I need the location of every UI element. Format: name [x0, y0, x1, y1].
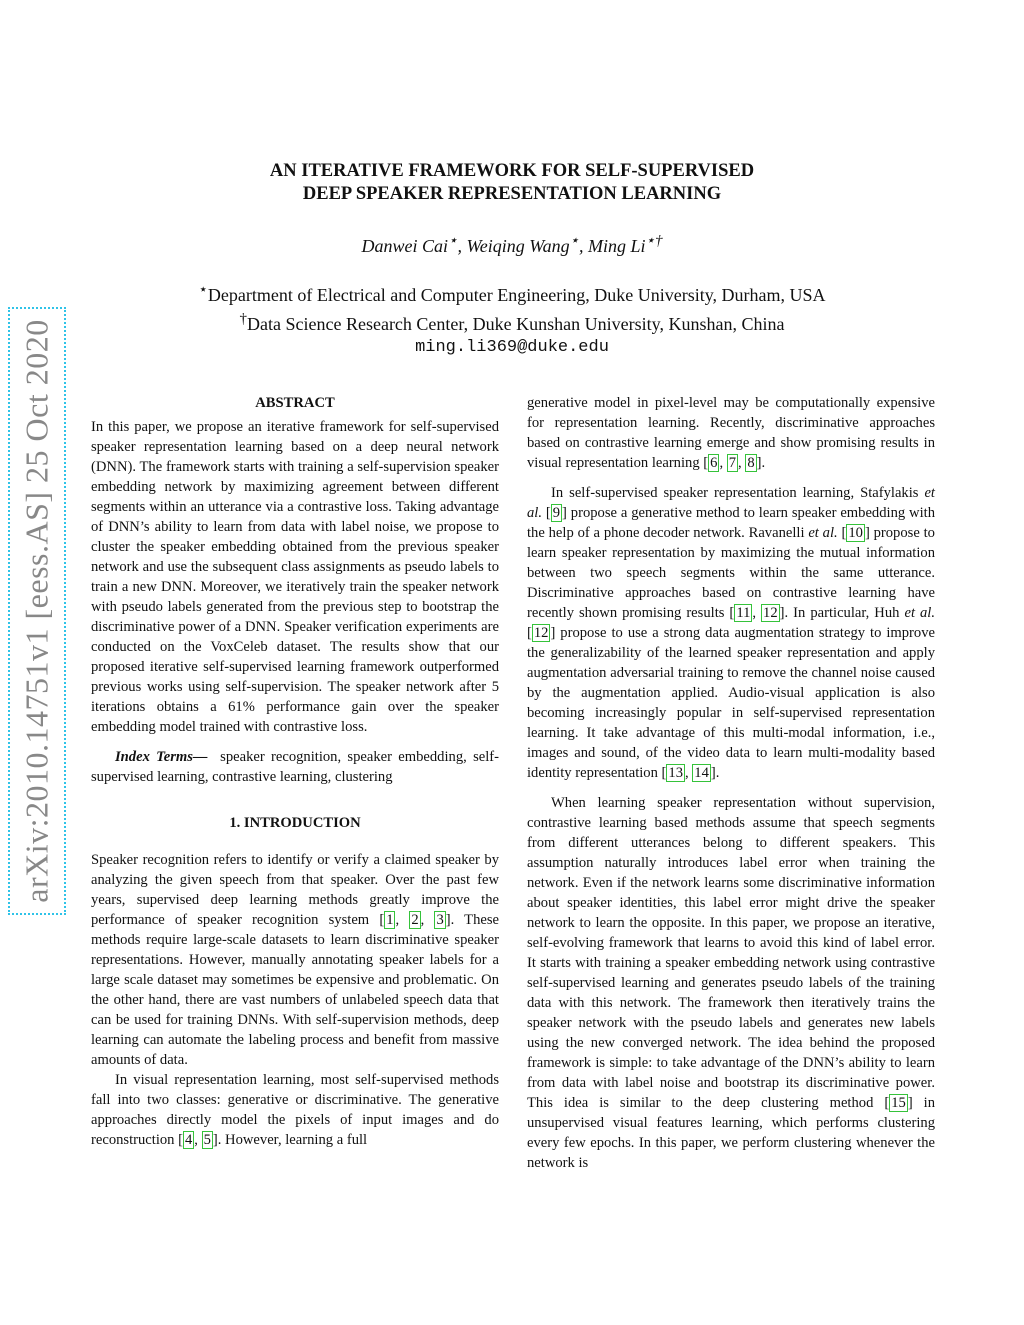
author-2: Weiqing Wang — [466, 236, 570, 256]
affil-mark: † — [654, 233, 663, 249]
title-line-2: DEEP SPEAKER REPRESENTATION LEARNING — [302, 184, 722, 204]
citation-link[interactable]: 11 — [736, 605, 751, 621]
citation-link[interactable]: 15 — [891, 1095, 906, 1111]
affil-mark: ⋆ — [569, 233, 580, 249]
text-span: [ — [527, 625, 532, 641]
text-span: ]. These methods require large-scale datasets to learn discriminative speaker representations. However, manually annotating speaker labels for a large scale dataset may sometimes be expensive and problematic. On the other hand, there are vast numbers of unlabeled speech data that can be used for training DNNs. With self-supervision methods, deep learning can automate the labeling process and benefit from massive amounts of data. — [91, 912, 499, 1068]
author-separator: , — [457, 236, 467, 256]
ref-separator: , — [738, 455, 746, 471]
text-span: [ — [542, 505, 551, 521]
et-al: et al. — [904, 605, 936, 621]
left-column — [91, 393, 499, 1150]
index-terms — [91, 747, 499, 787]
text-span: When learning speaker representation without supervision, contrastive learning based methods assume that speech segments from different utterances belong to different speakers. This assumption naturally introduces label error when training the network. Even if the network learns some discriminative information about speaker identities, this label error might drive the speaker network to learn the opposite. In this paper, we propose an iterative, self-evolving framework that learns to avoid this kind of label error. It starts with training a speaker embedding network using contrastive self-supervised learning and generates pseudo labels of the training data with this network. The framework then iteratively trains the speaker network with the pseudo labels and generates new labels using the new converged network. The idea behind the proposed framework is simple: to take advantage of the DNN’s ability to learn from data with label noise and bootstrap its discriminative power. This idea is similar to the deep clustering method [ — [527, 795, 935, 1111]
ref-separator: , — [752, 605, 762, 621]
title-line-1: AN ITERATIVE FRAMEWORK FOR SELF-SUPERVISED — [269, 161, 755, 181]
et-al: et al. — [808, 525, 838, 541]
text-span: ]. — [710, 765, 720, 781]
author-separator: , — [579, 236, 589, 256]
citation-link[interactable]: 6 — [710, 455, 718, 471]
arxiv-identifier-stamp — [8, 307, 66, 915]
affil-mark: ⋆ — [645, 233, 655, 249]
abstract-text: In this paper, we propose an iterative framework for self-supervised speaker representation learning based on a deep neural network (DNN). The framework starts with training a self-supervision speaker embedding network by maximizing agreement between different segments within an utterance via a contrastive loss. Taking advantage of DNN’s ability to learn from data with label noise, we propose to cluster the speaker embedding obtained from the previous speaker network and use the subsequent class assignments as pseudo labels to train a new DNN. Moreover, we iteratively train the speaker network with pseudo labels generated from the previous step to bootstrap the discriminative power of a DNN. Speaker verification experiments are conducted on the VoxCeleb dataset. The results show that our proposed iterative self-supervised learning framework outperformed previous works using self-supervision. The speaker network after 5 iterations obtains a 61% performance gain over the speaker embedding model trained with contrastive loss. — [91, 419, 499, 735]
contact-email[interactable]: ming.li369@duke.edu — [415, 338, 609, 357]
text-span: In self-supervised speaker representation learning, Stafylakis — [551, 485, 925, 501]
affiliations — [0, 278, 1024, 360]
affil-mark: † — [239, 311, 248, 327]
text-span: ] in unsupervised visual features learning, which performs clustering every few epochs. In this paper, we perform clustering whenever the network is — [527, 1095, 935, 1171]
index-terms-label: Index Terms— — [115, 749, 208, 765]
affil-mark: ⋆ — [198, 282, 208, 298]
citation-link[interactable]: 1 — [386, 912, 394, 928]
text-span: generative model in pixel-level may be computationally expensive for representation learning. Recently, discriminative approaches based on contrastive learning emerge and show promising results in visual representation learning [ — [527, 395, 935, 471]
citation-link[interactable]: 13 — [668, 765, 683, 781]
citation-link[interactable]: 10 — [848, 525, 863, 541]
right-paragraph-3 — [527, 793, 935, 1173]
citation-link[interactable]: 4 — [185, 1132, 193, 1148]
text-span: ]. However, learning a full — [212, 1132, 368, 1148]
author-3: Ming Li — [588, 236, 646, 256]
text-span: Speaker recognition refers to identify or verify a claimed speaker by analyzing the given speech from that speaker. Over the past few years, supervised deep learning methods greatly improve the performance of speaker recognition system [ — [91, 852, 499, 928]
ref-separator: , — [685, 765, 693, 781]
right-paragraph-2 — [527, 483, 935, 783]
intro-paragraph-1 — [91, 850, 499, 1070]
citation-link[interactable]: 3 — [436, 912, 444, 928]
text-span: ]. In particular, Huh — [779, 605, 905, 621]
arxiv-identifier: arXiv:2010.14751v1 [eess.AS] 25 Oct 2020 — [18, 319, 55, 903]
text-span: [ — [837, 525, 847, 541]
right-column — [527, 393, 935, 1173]
author-1: Danwei Cai — [361, 236, 449, 256]
citation-link[interactable]: 2 — [411, 912, 419, 928]
affiliation-2 — [0, 307, 1024, 336]
affiliation-2-text: Data Science Research Center, Duke Kunshan University, Kunshan, China — [247, 314, 785, 334]
citation-link[interactable]: 5 — [203, 1132, 211, 1148]
citation-link[interactable]: 12 — [763, 605, 778, 621]
text-span: ] propose to learn speaker representation by maximizing the mutual information between two speech segments within the same utterance. Discriminative approaches based on contrastive learning have recently shown promising results [ — [527, 525, 935, 621]
right-paragraph-1 — [527, 393, 935, 473]
citation-link[interactable]: 9 — [552, 505, 561, 521]
intro-paragraph-2 — [91, 1070, 499, 1150]
text-span: ] propose to use a strong data augmentation strategy to improve the generalizability of the learned speaker representation and apply augmentation adversarial training to remove the channel noise caused by the augmentation applied. Audio-visual application is also becoming increasingly popular in self-supervised representation learning. It take advantage of this multi-modal information, i.e., images and sound, of the video data to learn multi-modality based identity representation [ — [527, 625, 935, 781]
text-span: In visual representation learning, most self-supervised methods fall into two classes: generative or discriminative. The generative approaches directly model the pixels of input images and do reconstruction [ — [91, 1072, 499, 1148]
affil-mark: ⋆ — [448, 233, 458, 249]
citation-link[interactable]: 14 — [694, 765, 709, 781]
paper-title — [0, 160, 1024, 206]
ref-separator: , — [420, 912, 435, 928]
et-al: et al. — [527, 485, 935, 521]
ref-separator: , — [395, 912, 410, 928]
citation-link[interactable]: 7 — [728, 455, 737, 471]
citation-link[interactable]: 8 — [747, 455, 755, 471]
ref-separator: , — [719, 455, 727, 471]
affiliation-1-text: Department of Electrical and Computer Engineering, Duke University, Durham, USA — [207, 285, 826, 305]
ref-separator: , — [194, 1132, 202, 1148]
text-span: ]. — [756, 455, 766, 471]
text-span: ] propose a generative method to learn speaker embedding with the help of a phone decoder network. Ravanelli — [527, 505, 935, 541]
citation-link[interactable]: 12 — [533, 625, 549, 641]
affiliation-1 — [0, 278, 1024, 307]
abstract-heading: ABSTRACT — [255, 395, 335, 411]
author-list — [0, 231, 1024, 257]
index-terms-text: speaker recognition, speaker embedding, self-supervised learning, contrastive learning, clustering — [91, 749, 500, 785]
introduction-heading: 1. INTRODUCTION — [229, 815, 361, 831]
